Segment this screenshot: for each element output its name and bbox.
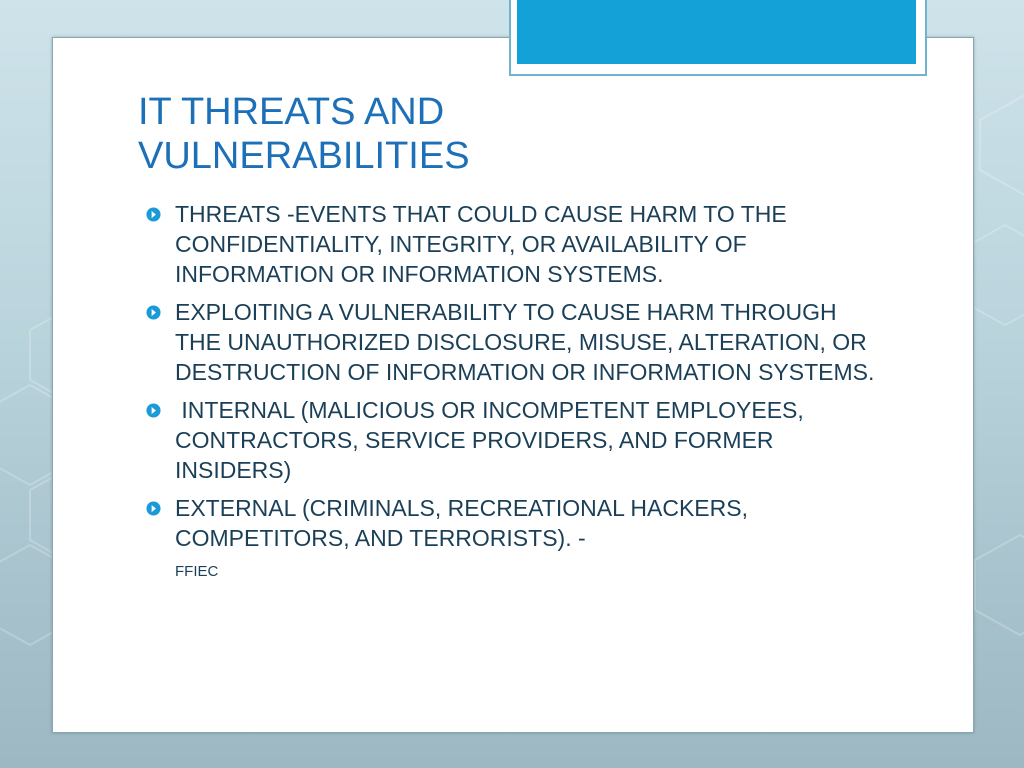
bullet-item-internal (146, 395, 876, 485)
bullet-item-exploiting (146, 297, 876, 387)
circle-arrow-icon (146, 403, 161, 418)
bullet-text: EXPLOITING A VULNERABILITY TO CAUSE HARM THROUGH THE UNAUTHORIZED DISCLOSURE, MISUSE, ALTERATION, OR DESTRUCTION OF INFORMATION OR INFORMATION SYSTEMS. (175, 299, 875, 385)
bullet-list (146, 199, 876, 595)
circle-arrow-icon (146, 207, 161, 222)
bullet-text: THREATS -EVENTS THAT COULD CAUSE HARM TO THE CONFIDENTIALITY, INTEGRITY, OR AVAILABILITY OF INFORMATION OR INFORMATION SYSTEMS. (175, 201, 787, 287)
bullet-item-external (146, 493, 876, 587)
circle-arrow-icon (146, 501, 161, 516)
title-line-2: VULNERABILITIES (138, 135, 470, 177)
title-line-1: IT THREATS AND (138, 91, 445, 133)
accent-block (517, 0, 916, 64)
bullet-text: INTERNAL (MALICIOUS OR INCOMPETENT EMPLOYEES, CONTRACTORS, SERVICE PROVIDERS, AND FORMER INSIDERS) (175, 397, 804, 483)
source-citation: FFIEC (175, 563, 219, 580)
bullet-text: EXTERNAL (CRIMINALS, RECREATIONAL HACKERS, COMPETITORS, AND TERRORISTS). - (175, 495, 748, 551)
slide-title (138, 90, 658, 178)
circle-arrow-icon (146, 305, 161, 320)
bullet-item-threats (146, 199, 876, 289)
